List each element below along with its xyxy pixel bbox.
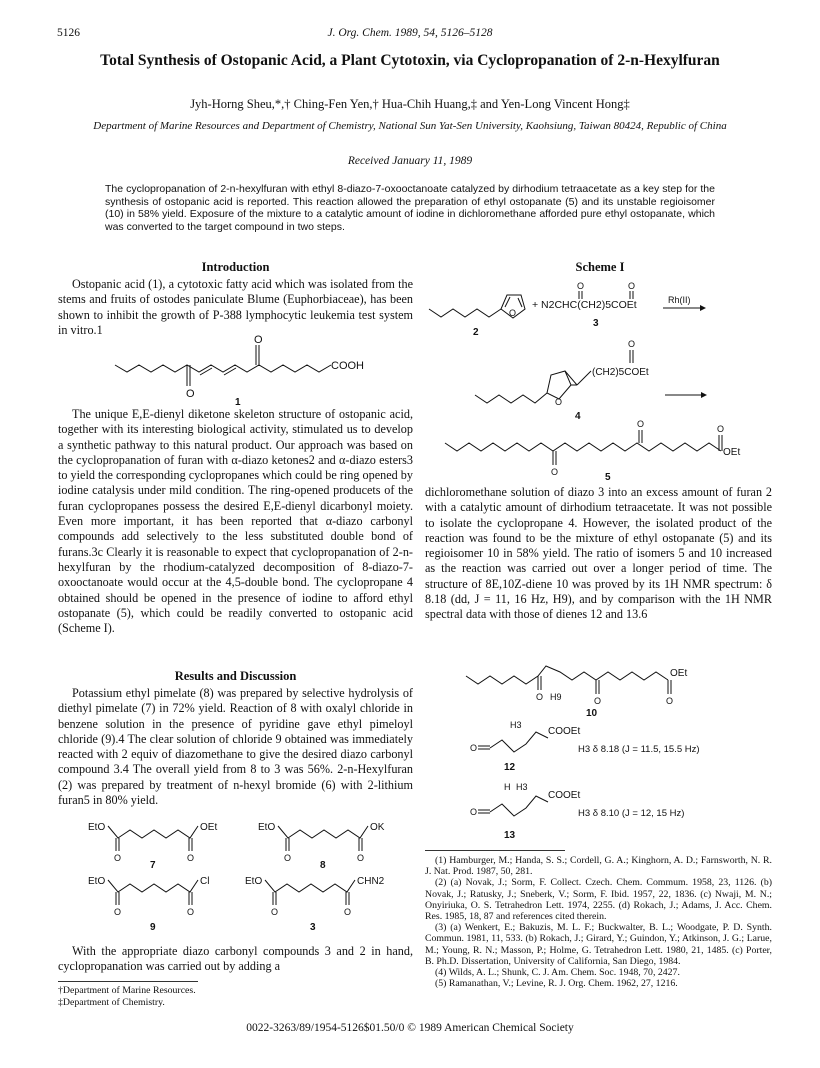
side-chain-label: (CH2)5COEt — [592, 367, 649, 378]
ok-label: OK — [370, 822, 385, 833]
svg-text:O: O — [470, 743, 478, 753]
svg-text:O: O — [717, 424, 725, 434]
compound-number-13: 13 — [504, 830, 516, 841]
structures-7-8-9-3 — [80, 818, 400, 942]
svg-text:O: O — [357, 853, 365, 863]
double-bond-1 — [200, 368, 212, 375]
footnote-2: ‡Department of Chemistry. — [58, 997, 165, 1008]
references-divider — [425, 850, 565, 851]
compound-4-chain — [475, 393, 547, 403]
structure-13 — [470, 780, 770, 842]
compound-1-skeleton — [115, 365, 331, 372]
svg-text:O: O — [284, 853, 292, 863]
compound-number-4: 4 — [575, 411, 581, 422]
svg-text:COOEt: COOEt — [548, 790, 581, 801]
svg-text:O: O — [666, 696, 674, 706]
right-paragraph-1 — [425, 485, 772, 623]
compound-9-chain — [108, 880, 198, 892]
svg-text:O: O — [271, 907, 279, 917]
svg-text:H: H — [504, 782, 511, 792]
compound-number-7: 7 — [150, 860, 156, 871]
svg-text:H3: H3 — [510, 720, 522, 730]
reference-4: (4) Wilds, A. L.; Shunk, C. J. Am. Chem. Soc. 1948, 70, 2427. — [435, 967, 680, 979]
received-date: Received January 11, 1989 — [347, 155, 473, 167]
cooh-label: COOH — [331, 360, 364, 372]
cl-label: Cl — [200, 876, 210, 887]
compound-10-skeleton — [466, 666, 668, 684]
svg-text:OEt: OEt — [670, 668, 688, 679]
oxygen-label: O — [254, 334, 263, 346]
abstract: The cyclopropanation of 2-n-hexylfuran with ethyl 8-diazo-7-oxooctanoate catalyzed by dirhodium tetraacetate as a key step for the synthesis of ostopanic acid is reported. This reaction allowed the preparation of ethyl ostopanate (5) and its unstable regioisomer (10) in 58% yield. Exposure of the mixture to a catalytic amount of iodine in dichloromethane afforded pure ethyl ostopanate, which was converted to the target compound in two steps. — [105, 183, 715, 233]
compound-number-8: 8 — [320, 860, 326, 871]
footnote-1: †Department of Marine Resources. — [58, 985, 196, 996]
svg-text:O: O — [536, 692, 544, 702]
affiliation: Department of Marine Resources and Department of Chemistry, National Sun Yat-Sen University, Kaohsiung, Taiwan 80424, Republic of China — [93, 120, 727, 132]
reference-3: (3) (a) Wenkert, E.; Bakuzis, M. L. F.; Buckwalter, B. L.; Woodgate, P. D. Synth. Commun. 1981, 11, 533. (b) Rokach, J.; Girard, Y.; Guindon, Y.; Atkinson, J. G.; Larue, M.; Young, R. N.; Masson, P.; Holme, G. Tetrahedron Lett. 1980, 21, 1485. (c) Porter, B. Ph.D. Dissertation, University of California, San Diego, 1984. — [425, 922, 772, 967]
svg-text:EtO: EtO — [258, 822, 276, 833]
scheme-title: Scheme I — [575, 260, 625, 274]
oet-label: OEt — [200, 822, 218, 833]
structure-10 — [450, 650, 770, 720]
intro-paragraph-1 — [58, 277, 413, 338]
intro-paragraph-2 — [58, 407, 413, 636]
svg-text:O: O — [628, 339, 636, 349]
svg-text:O: O — [187, 853, 195, 863]
bicyclic-ring — [547, 371, 571, 399]
page-number: 5126 — [57, 27, 80, 39]
rh-catalyst-label: Rh(II) — [668, 295, 691, 305]
compound-number-3: 3 — [310, 922, 316, 933]
compound-number-5: 5 — [605, 472, 611, 483]
svg-text:OEt: OEt — [723, 447, 741, 458]
compound-number-12: 12 — [504, 762, 516, 773]
h9-label: H9 — [550, 692, 562, 702]
chn2-label: CHN2 — [357, 876, 385, 887]
results-heading: Results and Discussion — [174, 669, 297, 683]
compound-12-chain — [490, 732, 548, 752]
svg-text:EtO: EtO — [245, 876, 263, 887]
hexyl-chain — [429, 309, 501, 317]
nmr-13-label: H3 δ 8.10 (J = 12, 15 Hz) — [578, 808, 685, 819]
results-text-2: With the appropriate diazo carbonyl compounds 3 and 2 in hand, cyclopropanation was carried out by adding a — [58, 944, 413, 974]
right-text-1: dichloromethane solution of diazo 3 into an excess amount of furan 2 with a catalytic amount of dirhodium tetraacetate. It was not possible to isolate the cyclopropane 4. However, the isolated product of the reaction was found to be the mixture of ethyl ostopanate (5) and its regioisomer 10 in 58% yield. The ratio of isomers 5 and 10 increased as the reaction was carried out over a longer period of time. The structure of 8E,10Z-diene 10 was proved by its 1H NMR spectrum: δ 8.18 (dd, J = 11, 16 Hz, H9), and by comparison with the 1H NMR spectral data with those of dienes 12 and 13.6 — [425, 485, 772, 622]
compound-number-10: 10 — [586, 708, 598, 719]
reference-5: (5) Ramanathan, V.; Levine, R. J. Org. Chem. 1962, 27, 1216. — [435, 978, 678, 990]
svg-text:O: O — [577, 281, 585, 291]
compound-number-1: 1 — [235, 397, 241, 407]
svg-text:O: O — [551, 467, 559, 477]
svg-text:EtO: EtO — [88, 876, 106, 887]
svg-text:O: O — [637, 419, 645, 429]
reference-list — [425, 855, 772, 989]
compound-5-skeleton — [445, 443, 721, 451]
compound-8-chain — [278, 826, 368, 838]
structure-1-ostopanic-acid — [110, 333, 370, 407]
svg-text:O: O — [628, 281, 636, 291]
nmr-12-label: H3 δ 8.18 (J = 11.5, 15.5 Hz) — [578, 744, 700, 755]
compound-number-3: 3 — [593, 318, 599, 329]
svg-text:COOEt: COOEt — [548, 726, 581, 737]
author-list: Jyh-Horng Sheu,*,† Ching-Fen Yen,† Hua-Chih Huang,‡ and Yen-Long Vincent Hong‡ — [190, 97, 630, 111]
diazo-reagent-label: + N2CHC(CH2)5COEt — [532, 299, 637, 311]
scheme-1-diagram — [425, 275, 780, 485]
svg-text:O: O — [555, 397, 563, 407]
svg-text:O: O — [594, 696, 602, 706]
article-title: Total Synthesis of Ostopanic Acid, a Plant Cytotoxin, via Cyclopropanation of 2-n-Hexylfuran — [100, 52, 720, 69]
running-header: J. Org. Chem. 1989, 54, 5126–5128 — [327, 27, 493, 39]
reference-1: (1) Hamburger, M.; Handa, S. S.; Cordell, G. A.; Kinghorn, A. D.; Farnsworth, N. R. J. Nat. Prod. 1987, 50, 281. — [425, 855, 772, 878]
reference-2: (2) (a) Novak, J.; Sorm, F. Collect. Czech. Chem. Commum. 1958, 23, 1126. (b) Novak, J.; Ratusky, J.; Sneberk, V.; Sorm, F. Ibid. 1957, 22, 1836. (c) Nwaji, M. N.; Onyiriuka, O. S. Tetrahedron Lett. 1974, 2255. (d) Rokach, J.; Adams, J. Acc. Chem. Res. 1985, 18, 87 and references cited therein. — [425, 877, 772, 923]
compound-13-chain — [490, 796, 548, 816]
double-bond-2 — [224, 368, 236, 375]
compound-3-chain — [265, 880, 355, 892]
svg-text:O: O — [344, 907, 352, 917]
svg-text:O: O — [509, 308, 517, 318]
compound-number-2: 2 — [473, 327, 479, 338]
intro-text-2: The unique E,E-dienyl diketone skeleton structure of ostopanic acid, together with its interesting biological activity, stimulated us to develop a synthetic pathway to this natural product. Our approach was based on the cyclopropanation of furan with α-diazo ketones2 and α-diazo esters3 to yield the corresponding cyclopropanes which could be ring opened by iodine catalysis under mild condition. The ring-opened producets of the furan cyclopropanes possess the desired E,E-dienyl dicarbonyl moiety. Even more important, it has been reported that α-diazo carbonyl compounds add selectively to the less substituted double bond of furans.3c Clearly it is reasonable to expect that cyclopropanation of 2-n-hexylfuran by the rhodium-catalyzed decomposition of 8-diazo-7-oxooctanoate would occur at the 4,5-double bond. The cyclopropane 4 obtained should be opened in the presence of iodine to afford ethyl ostopanate (5), which could be readily converted to ostopanic acid (Scheme I). — [58, 407, 413, 636]
results-text-1: Potassium ethyl pimelate (8) was prepared by selective hydrolysis of diethyl pimelate (7) in 72% yield. Reaction of 8 with oxalyl chloride in benzene solution in the presence of pyridine gave ethyl pimeloyl chloride (9).4 The clear solution of chloride 9 obtained was immediately reacted with 2 equiv of diazomethane to give the desired diazo carbonyl compound 3.4 The overall yield from 8 to 3 was 56%. 2-n-Hexylfuran (2) was prepared by treatment of n-hexyl bromide (6) with 2-lithium furan5 in 80% yield. — [58, 686, 413, 808]
oxygen-label: O — [186, 388, 195, 400]
compound-7-chain — [108, 826, 198, 838]
svg-text:O: O — [114, 907, 122, 917]
svg-text:O: O — [114, 853, 122, 863]
eto-label: EtO — [88, 822, 106, 833]
footnote-divider — [58, 981, 198, 982]
intro-text-1: Ostopanic acid (1), a cytotoxic fatty acid which was isolated from the stems and fruits of ostodes paniculate Blume (Euphorbiaceae), has been shown to inhibit the growth of P-388 lymphocytic leukemia test system in vitro.1 — [58, 277, 413, 337]
svg-text:H3: H3 — [516, 782, 528, 792]
structure-12 — [470, 718, 770, 774]
results-paragraph-1 — [58, 686, 413, 808]
svg-text:O: O — [470, 807, 478, 817]
introduction-heading: Introduction — [201, 260, 270, 274]
compound-number-9: 9 — [150, 922, 156, 933]
copyright-footer: 0022-3263/89/1954-5126$01.50/0 © 1989 American Chemical Society — [246, 1022, 574, 1034]
svg-text:O: O — [187, 907, 195, 917]
results-paragraph-2 — [58, 944, 413, 975]
